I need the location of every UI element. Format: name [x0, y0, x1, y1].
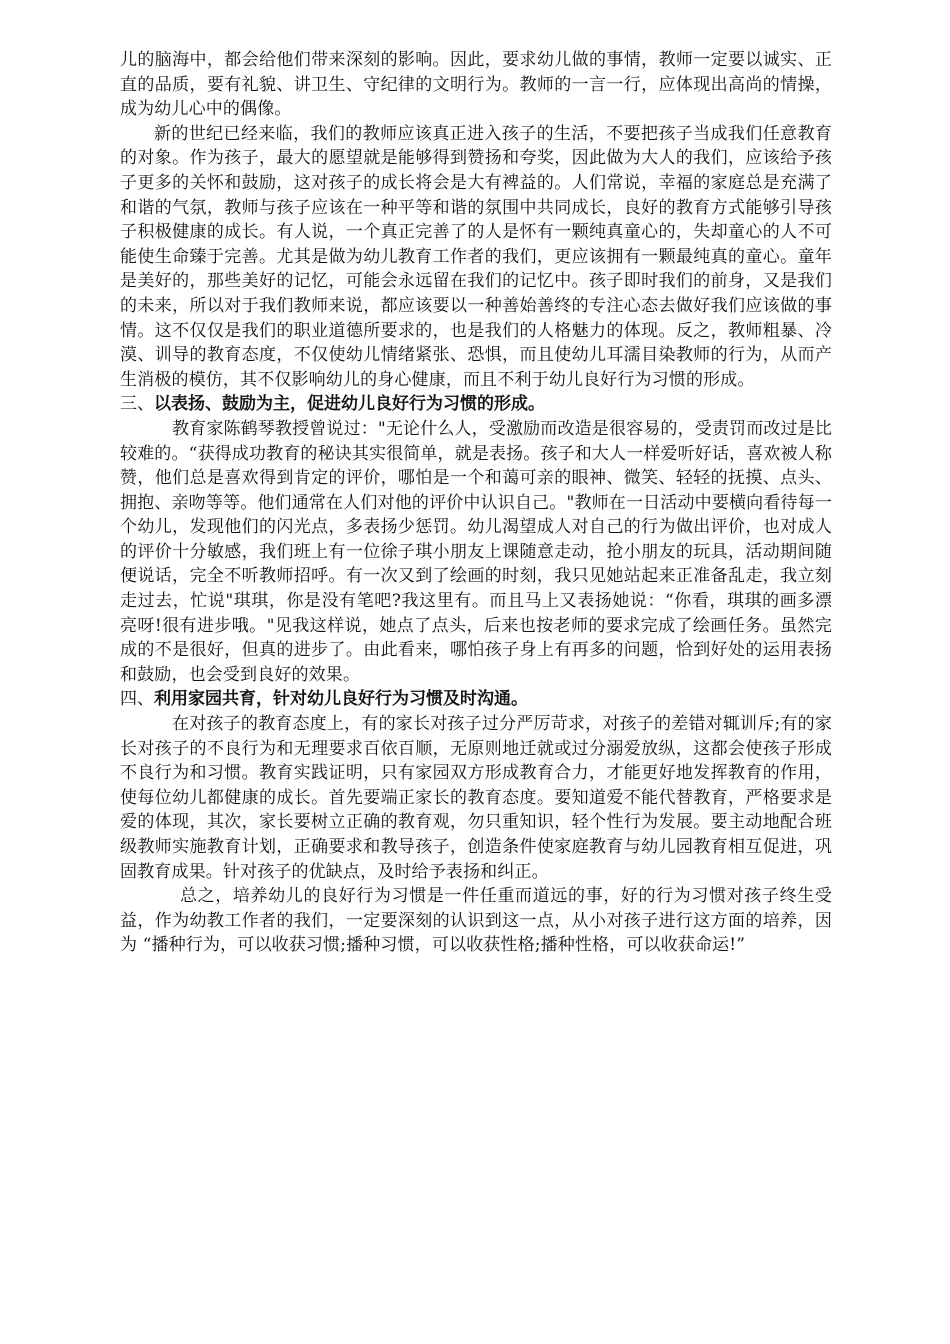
paragraph-conclusion: 总之，培养幼儿的良好行为习惯是一件任重而道远的事，好的行为习惯对孩子终生受益，作为幼教工作者的我们，一定要深刻的认识到这一点，从小对孩子进行这方面的培养，因为 “播种行为，可以收获习惯;播种习惯，可以收获性格;播种性格，可以收获命运!” — [120, 886, 832, 956]
paragraph-praise: 教育家陈鹤琴教授曾说过："无论什么人，受激励而改造是很容易的，受责罚而改过是比较难的。“获得成功教育的秘诀其实很简单，就是表扬。孩子和大人一样爱听好话，喜欢被人称赞，他们总是喜欢得到肯定的评价，哪怕是一个和蔼可亲的眼神、微笑、轻轻的抚摸、点头、拥抱、亲吻等等。他们通常在人们对他的评价中认识自己。"教师在一日活动中要横向看待每一个幼儿，发现他们的闪光点，多表扬少惩罚。幼儿渴望成人对自己的行为做出评价，也对成人的评价十分敏感，我们班上有一位徐子琪小朋友上课随意走动，抢小朋友的玩具，活动期间随便说话，完全不听教师招呼。有一次又到了绘画的时刻，我只见她站起来正准备乱走，我立刻走过去，忙说"琪琪，你是没有笔吧?我这里有。而且马上又表扬她说：“你看，琪琪的画多漂亮呀!很有进步哦。"见我这样说，她点了点头，后来也按老师的要求完成了绘画任务。虽然完成的不是很好，但真的进步了。由此看来，哪怕孩子身上有再多的问题，恰到好处的运用表扬和鼓励，也会受到良好的效果。 — [120, 418, 832, 685]
section-number-3: 三、 — [120, 394, 154, 415]
document-page — [120, 48, 832, 958]
paragraph-intro: 儿的脑海中，都会给他们带来深刻的影响。因此，要求幼儿做的事情，教师一定要以诚实、正直的品质，要有礼貌、讲卫生、守纪律的文明行为。教师的一言一行，应体现出高尚的情操，成为幼儿心中的偶像。 — [120, 50, 832, 120]
paragraph-family: 在对孩子的教育态度上，有的家长对孩子过分严厉苛求，对孩子的差错对辄训斥;有的家长对孩子的不良行为和无理要求百依百顺，无原则地迁就或过分溺爱放纵，这都会使孩子形成不良行为和习惯。教育实践证明，只有家园双方形成教育合力，才能更好地发挥教育的作用，使每位幼儿都健康的成长。首先要端正家长的教育态度。要知道爱不能代替教育，严格要求是爱的体现，其次，家长要树立正确的教育观，勿只重知识，轻个性行为发展。要主动地配合班级教师实施教育计划，正确要求和教导孩子，创造条件使家庭教育与幼儿园教育相互促进，巩固教育成果。针对孩子的优缺点，及时给予表扬和纠正。 — [120, 714, 832, 882]
section-heading-3 — [120, 392, 832, 417]
section-heading-4 — [120, 687, 832, 712]
section-title-4: 利用家园共育，针对幼儿良好行为习惯及时沟通。 — [154, 689, 528, 710]
paragraph-new-century: 新的世纪已经来临，我们的教师应该真正进入孩子的生活，不要把孩子当成我们任意教育的对象。作为孩子，最大的愿望就是能够得到赞扬和夸奖，因此做为大人的我们，应该给予孩子更多的关怀和鼓励，这对孩子的成长将会是大有裨益的。人们常说，幸福的家庭总是充满了和谐的气氛，教师与孩子应该在一种平等和谐的氛围中共同成长，良好的教育方式能够引导孩子积极健康的成长。有人说，一个真正完善了的人是怀有一颗纯真童心的，失却童心的人不可能使生命臻于完善。尤其是做为幼儿教育工作者的我们，更应该拥有一颗最纯真的童心。童年是美好的，那些美好的记忆，可能会永远留在我们的记忆中。孩子即时我们的前身，又是我们的未来，所以对于我们教师来说，都应该要以一种善始善终的专注心态去做好我们应该做的事情。这不仅仅是我们的职业道德所要求的，也是我们的人格魅力的体现。反之，教师粗暴、冷漠、训导的教育态度，不仅使幼儿情绪紧张、恐惧，而且使幼儿耳濡目染教师的行为，从而产生消极的模仿，其不仅影响幼儿的身心健康，而且不利于幼儿良好行为习惯的形成。 — [120, 123, 832, 390]
section-title-3: 以表扬、鼓励为主，促进幼儿良好行为习惯的形成。 — [154, 394, 545, 415]
section-number-4: 四、 — [120, 689, 154, 710]
